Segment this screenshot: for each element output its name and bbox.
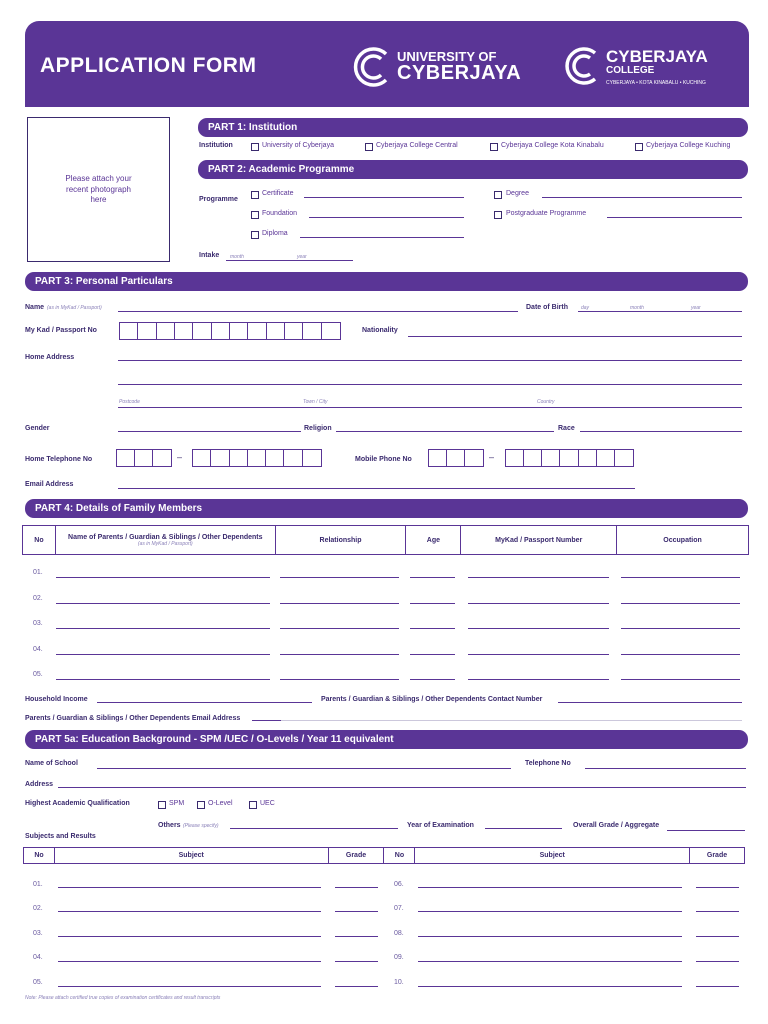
intake-line[interactable] bbox=[226, 260, 353, 261]
programme-checkbox-foundation[interactable] bbox=[251, 211, 259, 219]
grade-line[interactable] bbox=[696, 961, 739, 962]
qualification-label: Highest Academic Qualification bbox=[25, 800, 130, 807]
institution-checkbox-uoc[interactable] bbox=[251, 143, 259, 151]
home-address-label: Home Address bbox=[25, 354, 75, 361]
nationality-line[interactable] bbox=[408, 336, 742, 337]
col-age: Age bbox=[406, 526, 461, 555]
family-name-line[interactable] bbox=[56, 654, 270, 655]
postgraduate-line[interactable] bbox=[607, 217, 742, 218]
family-age-line[interactable] bbox=[410, 654, 455, 655]
institution-label: Institution bbox=[199, 142, 233, 149]
college-tagline: CYBERJAYA • KOTA KINABALU • KUCHING bbox=[606, 80, 706, 86]
subject-row-no: 05. bbox=[33, 979, 43, 986]
family-name-line[interactable] bbox=[56, 628, 270, 629]
subject-row-no: 07. bbox=[394, 905, 404, 912]
institution-checkbox-kuching[interactable] bbox=[635, 143, 643, 151]
subject-row-no: 08. bbox=[394, 930, 404, 937]
name-label: Name bbox=[25, 304, 45, 311]
subject-line[interactable] bbox=[58, 936, 321, 937]
family-age-line[interactable] bbox=[410, 603, 455, 604]
college-logo-line2: COLLEGE bbox=[606, 65, 655, 76]
household-income-label: Household Income bbox=[25, 696, 88, 703]
institution-checkbox-kk[interactable] bbox=[490, 143, 498, 151]
subject-line[interactable] bbox=[418, 887, 682, 888]
college-logo-icon bbox=[561, 44, 605, 88]
institution-option-kuching: Cyberjaya College Kuching bbox=[646, 142, 731, 149]
grade-line[interactable] bbox=[696, 936, 739, 937]
grade-line[interactable] bbox=[696, 911, 739, 912]
col-no: No bbox=[23, 526, 56, 555]
family-table-header bbox=[22, 525, 749, 555]
dob-day-hint: day bbox=[581, 305, 590, 311]
institution-option-kk: Cyberjaya College Kota Kinabalu bbox=[501, 142, 604, 149]
home-telephone-label: Home Telephone No bbox=[25, 456, 93, 463]
dob-line[interactable] bbox=[578, 311, 742, 312]
school-name-line[interactable] bbox=[97, 768, 511, 769]
programme-checkbox-postgraduate[interactable] bbox=[494, 211, 502, 219]
university-logo-line2: CYBERJAYA bbox=[397, 62, 522, 84]
subject-row-no: 02. bbox=[33, 905, 43, 912]
part3-header: PART 3: Personal Particulars bbox=[25, 272, 748, 291]
degree-line[interactable] bbox=[542, 197, 742, 198]
school-name-label: Name of School bbox=[25, 760, 78, 767]
subject-line[interactable] bbox=[58, 887, 321, 888]
family-occupation-line[interactable] bbox=[621, 654, 740, 655]
mobile-phone-label: Mobile Phone No bbox=[355, 456, 412, 463]
subject-line[interactable] bbox=[418, 911, 682, 912]
grade-line[interactable] bbox=[335, 911, 378, 912]
diploma-line[interactable] bbox=[300, 237, 464, 238]
qualification-checkbox-olevel[interactable] bbox=[197, 801, 205, 809]
dob-year-hint: year bbox=[691, 305, 701, 311]
home-tel-dash: – bbox=[177, 452, 183, 462]
family-occupation-line[interactable] bbox=[621, 603, 740, 604]
family-age-line[interactable] bbox=[410, 577, 455, 578]
family-row-no: 04. bbox=[33, 646, 43, 653]
grade-line[interactable] bbox=[335, 887, 378, 888]
qualification-option-spm: SPM bbox=[169, 800, 185, 807]
family-contact-line[interactable] bbox=[558, 702, 742, 703]
subject-line[interactable] bbox=[58, 986, 321, 987]
col-mykad: MyKad / Passport Number bbox=[461, 526, 617, 555]
family-name-line[interactable] bbox=[56, 679, 270, 680]
university-logo-line1: UNIVERSITY OF bbox=[397, 49, 497, 64]
family-occupation-line[interactable] bbox=[621, 679, 740, 680]
programme-checkbox-degree[interactable] bbox=[494, 191, 502, 199]
others-hint: (Please specify) bbox=[183, 823, 219, 829]
address-line-1[interactable] bbox=[118, 360, 742, 361]
programme-option-foundation: Foundation bbox=[262, 210, 298, 217]
grade-line[interactable] bbox=[696, 887, 739, 888]
family-relationship-line[interactable] bbox=[280, 654, 399, 655]
town-hint: Town / City bbox=[303, 399, 328, 405]
exam-year-line[interactable] bbox=[485, 828, 562, 829]
home-tel-number-boxes[interactable] bbox=[192, 449, 322, 467]
family-relationship-line[interactable] bbox=[280, 628, 399, 629]
grade-line[interactable] bbox=[335, 936, 378, 937]
household-income-line[interactable] bbox=[97, 702, 312, 703]
nationality-label: Nationality bbox=[362, 327, 398, 334]
dob-month-hint: month bbox=[630, 305, 644, 311]
intake-label: Intake bbox=[199, 252, 220, 259]
postcode-hint: Postcode bbox=[119, 399, 140, 405]
qualification-checkbox-spm[interactable] bbox=[158, 801, 166, 809]
programme-label: Programme bbox=[199, 196, 238, 203]
qualification-checkbox-uec[interactable] bbox=[249, 801, 257, 809]
col-no-right: No bbox=[384, 848, 415, 864]
form-title: APPLICATION FORM bbox=[40, 54, 257, 77]
part2-header: PART 2: Academic Programme bbox=[198, 160, 748, 179]
family-age-line[interactable] bbox=[410, 628, 455, 629]
family-name-line[interactable] bbox=[56, 577, 270, 578]
subject-row-no: 03. bbox=[33, 930, 43, 937]
college-logo-line1: CYBERJAYA bbox=[606, 47, 708, 66]
subject-line[interactable] bbox=[58, 961, 321, 962]
email-label: Email Address bbox=[25, 481, 74, 488]
family-name-line[interactable] bbox=[56, 603, 270, 604]
family-mykad-line[interactable] bbox=[468, 577, 609, 578]
footer-note: Note: Please attach certified true copies of examination certificates and result transcripts bbox=[25, 995, 221, 1001]
qualification-option-uec: UEC bbox=[260, 800, 275, 807]
school-telephone-line[interactable] bbox=[585, 768, 746, 769]
institution-checkbox-central[interactable] bbox=[365, 143, 373, 151]
subject-row-no: 04. bbox=[33, 954, 43, 961]
mobile-number-boxes[interactable] bbox=[505, 449, 634, 467]
programme-option-postgraduate: Postgraduate Programme bbox=[506, 210, 587, 217]
religion-label: Religion bbox=[304, 425, 332, 432]
col-grade-left: Grade bbox=[328, 848, 384, 864]
family-email-label: Parents / Guardian & Siblings / Other Dependents Email Address bbox=[25, 715, 241, 722]
certificate-line[interactable] bbox=[304, 197, 464, 198]
subjects-table-header bbox=[23, 847, 745, 864]
address-line-3[interactable] bbox=[118, 407, 742, 408]
col-name-label: Name of Parents / Guardian & Siblings / Other Dependents bbox=[68, 533, 263, 541]
family-occupation-line[interactable] bbox=[621, 628, 740, 629]
school-address-line[interactable] bbox=[58, 787, 746, 788]
overall-grade-label: Overall Grade / Aggregate bbox=[573, 822, 660, 829]
country-hint: Country bbox=[537, 399, 555, 405]
home-tel-code-boxes[interactable] bbox=[116, 449, 172, 467]
subject-line[interactable] bbox=[418, 961, 682, 962]
school-address-label: Address bbox=[25, 781, 54, 788]
others-label: Others bbox=[158, 822, 181, 829]
subject-row-no: 06. bbox=[394, 881, 404, 888]
family-row-no: 03. bbox=[33, 620, 43, 627]
divider bbox=[281, 720, 742, 721]
race-label: Race bbox=[558, 425, 575, 432]
subject-row-no: 01. bbox=[33, 881, 43, 888]
family-relationship-line[interactable] bbox=[280, 603, 399, 604]
exam-year-label: Year of Examination bbox=[407, 822, 474, 829]
col-name bbox=[55, 526, 275, 555]
qualification-option-olevel: O-Level bbox=[208, 800, 233, 807]
family-mykad-line[interactable] bbox=[468, 603, 609, 604]
institution-option-uoc: University of Cyberjaya bbox=[262, 142, 334, 149]
family-relationship-line[interactable] bbox=[280, 577, 399, 578]
family-row-no: 01. bbox=[33, 569, 43, 576]
subject-line[interactable] bbox=[418, 986, 682, 987]
address-line-2[interactable] bbox=[118, 384, 742, 385]
family-age-line[interactable] bbox=[410, 679, 455, 680]
family-mykad-line[interactable] bbox=[468, 628, 609, 629]
religion-line[interactable] bbox=[336, 431, 554, 432]
name-line[interactable] bbox=[118, 311, 518, 312]
name-hint: (as in MyKad / Passport) bbox=[47, 305, 102, 311]
part1-header: PART 1: Institution bbox=[198, 118, 748, 137]
programme-option-certificate: Certificate bbox=[262, 190, 294, 197]
intake-year-hint: year bbox=[297, 254, 307, 260]
programme-option-degree: Degree bbox=[506, 190, 529, 197]
mobile-code-boxes[interactable] bbox=[428, 449, 484, 467]
subject-row-no: 09. bbox=[394, 954, 404, 961]
subject-line[interactable] bbox=[58, 911, 321, 912]
foundation-line[interactable] bbox=[309, 217, 464, 218]
overall-grade-line[interactable] bbox=[667, 830, 745, 831]
grade-line[interactable] bbox=[696, 986, 739, 987]
mykad-boxes[interactable] bbox=[119, 322, 341, 340]
family-email-line[interactable] bbox=[252, 720, 281, 721]
family-mykad-line[interactable] bbox=[468, 679, 609, 680]
gender-label: Gender bbox=[25, 425, 50, 432]
email-line[interactable] bbox=[118, 488, 635, 489]
col-occupation: Occupation bbox=[617, 526, 749, 555]
family-relationship-line[interactable] bbox=[280, 679, 399, 680]
dob-label: Date of Birth bbox=[526, 304, 568, 311]
gender-line[interactable] bbox=[118, 431, 301, 432]
family-occupation-line[interactable] bbox=[621, 577, 740, 578]
mobile-dash: – bbox=[489, 452, 495, 462]
institution-option-central: Cyberjaya College Central bbox=[376, 142, 458, 149]
school-telephone-label: Telephone No bbox=[525, 760, 571, 767]
col-subject-right: Subject bbox=[415, 848, 690, 864]
part4-header: PART 4: Details of Family Members bbox=[25, 499, 748, 518]
subject-row-no: 10. bbox=[394, 979, 404, 986]
others-line[interactable] bbox=[230, 828, 398, 829]
part5a-header: PART 5a: Education Background - SPM /UEC / O-Levels / Year 11 equivalent bbox=[25, 730, 748, 749]
university-logo-icon bbox=[350, 44, 396, 90]
subjects-label: Subjects and Results bbox=[25, 833, 96, 840]
col-name-hint: (as in MyKad / Passport) bbox=[137, 540, 193, 547]
grade-line[interactable] bbox=[335, 961, 378, 962]
programme-checkbox-diploma[interactable] bbox=[251, 231, 259, 239]
col-relationship: Relationship bbox=[275, 526, 406, 555]
col-subject-left: Subject bbox=[54, 848, 328, 864]
family-row-no: 02. bbox=[33, 595, 43, 602]
subject-line[interactable] bbox=[418, 936, 682, 937]
family-contact-label: Parents / Guardian & Siblings / Other Dependents Contact Number bbox=[321, 696, 543, 703]
col-grade-right: Grade bbox=[690, 848, 745, 864]
race-line[interactable] bbox=[580, 431, 742, 432]
programme-option-diploma: Diploma bbox=[262, 230, 288, 237]
mykad-label: My Kad / Passport No bbox=[25, 327, 97, 334]
photo-box-text: Please attach your recent photograph here bbox=[65, 174, 132, 204]
family-row-no: 05. bbox=[33, 671, 43, 678]
col-no-left: No bbox=[24, 848, 55, 864]
grade-line[interactable] bbox=[335, 986, 378, 987]
programme-checkbox-certificate[interactable] bbox=[251, 191, 259, 199]
intake-month-hint: month bbox=[230, 254, 244, 260]
family-mykad-line[interactable] bbox=[468, 654, 609, 655]
